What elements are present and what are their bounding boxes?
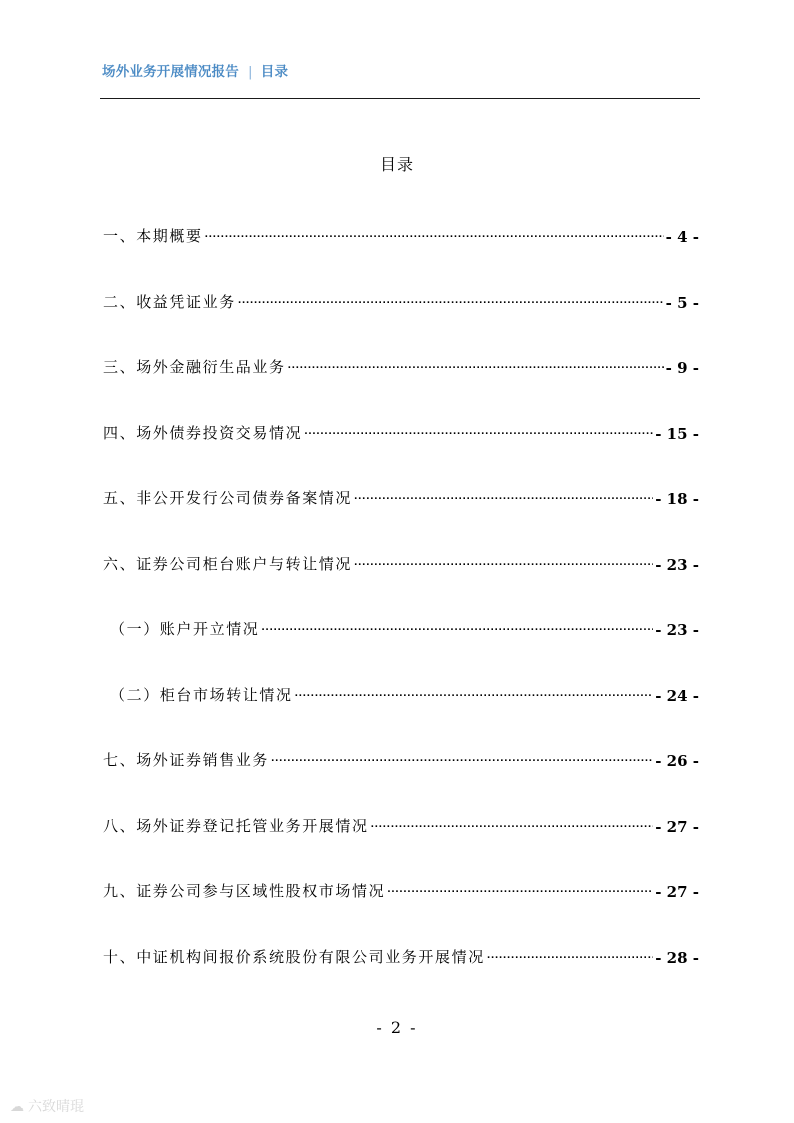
toc-entry-page: - 26 - [655,752,699,770]
dot-leader [387,871,653,901]
dot-leader [354,544,653,574]
watermark [10,1096,84,1116]
header-rule [100,98,700,99]
toc-entry-label: 三、场外金融衍生品业务 [103,358,286,376]
toc-entry-label: 四、场外债券投资交易情况 [103,423,303,442]
toc-entry-page: - 18 - [655,490,699,508]
toc-subentry[interactable] [103,675,699,705]
toc-entry[interactable] [103,937,699,967]
toc-entry-page: - 5 - [665,293,699,312]
cloud-logo-icon: ☁ [10,1099,24,1115]
dot-leader [295,675,654,705]
toc-entry-page: - 23 - [655,621,699,639]
toc-entry[interactable] [103,806,699,836]
toc-entry-page: - 15 - [655,424,699,443]
toc-entry-label: （一）账户开立情况 [110,620,260,638]
toc-entry[interactable] [103,478,699,508]
dot-leader [354,478,653,508]
page-number: - 2 - [376,1018,418,1037]
toc-entry-label: 七、场外证券销售业务 [103,751,270,769]
toc-entry-page: - 24 - [655,686,699,705]
toc-entry-page: - 27 - [655,883,699,901]
watermark-text: 六致晴琨 [28,1099,84,1115]
toc-entry[interactable] [103,216,699,246]
dot-leader [288,347,664,377]
toc-entry-page: - 27 - [655,817,699,836]
header-separator: | [248,64,253,80]
toc-entry[interactable] [103,282,699,312]
toc-entry-page: - 4 - [665,228,699,246]
dot-leader [271,740,653,770]
toc-entry-label: 十、中证机构间报价系统股份有限公司业务开展情况 [103,947,485,966]
toc-entry-label: （二）柜台市场转让情况 [110,685,293,704]
toc-entry[interactable] [103,740,699,770]
toc-entry[interactable] [103,871,699,901]
toc-entry-page: - 28 - [655,948,699,967]
toc-entry-page: - 9 - [665,359,699,377]
toc-title: 目录 [379,155,414,174]
table-of-contents [103,216,699,1002]
report-title: 场外业务开展情况报告 [102,64,239,80]
header-section: 目录 [260,64,289,80]
running-header [102,60,288,80]
dot-leader [261,609,653,639]
dot-leader [304,413,653,443]
toc-entry-label: 二、收益凭证业务 [103,292,236,311]
dot-leader [238,282,664,312]
toc-entry-label: 五、非公开发行公司债券备案情况 [103,489,353,507]
dot-leader [487,937,653,967]
toc-entry-label: 九、证券公司参与区域性股权市场情况 [103,882,386,900]
toc-entry-label: 六、证券公司柜台账户与转让情况 [103,554,353,573]
toc-entry[interactable] [103,544,699,574]
toc-subentry[interactable] [103,609,699,639]
toc-entry-page: - 23 - [655,555,699,574]
dot-leader [205,216,664,246]
toc-entry-label: 一、本期概要 [103,227,203,245]
toc-entry[interactable] [103,413,699,443]
toc-entry-label: 八、场外证券登记托管业务开展情况 [103,816,369,835]
toc-entry[interactable] [103,347,699,377]
dot-leader [371,806,654,836]
